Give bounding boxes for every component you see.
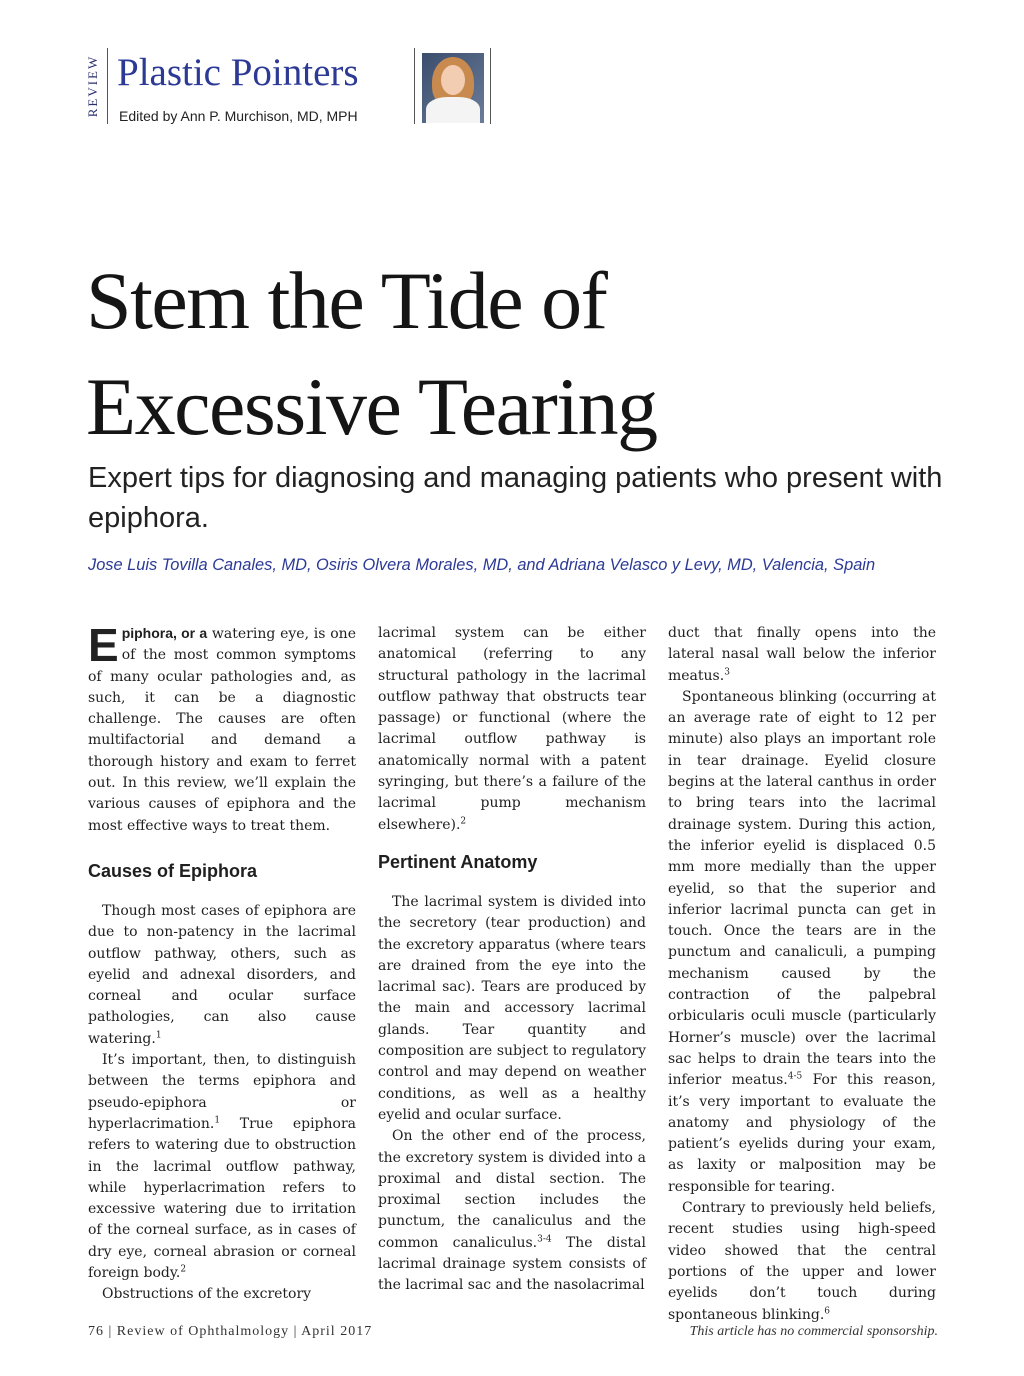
article-deck: Expert tips for diagnosing and managing patients who present with epiphora. bbox=[88, 462, 943, 534]
intro-paragraph: Epiphora, or a watering eye, is one of the most common symptoms of many ocular pathologies and, as such, it can be a diagnostic challenge. The causes are often multifactorial and demand a thorough history and exam to ferret out. In this review, we’ll explain the various causes of epiphora and the most effective ways to treat them. bbox=[88, 619, 356, 834]
editor-photo bbox=[422, 53, 484, 123]
divider bbox=[107, 48, 108, 124]
section-tag: REVIEW bbox=[85, 54, 100, 118]
sponsorship-note: This article has no commercial sponsorship. bbox=[689, 1324, 938, 1339]
article-title: Stem the Tide of Excessive Tearing bbox=[86, 255, 657, 452]
body-paragraph: Contrary to previously held beliefs, recent studies using high-speed video showed that the central portions of the upper and lower eyelids don’t touch during spontaneous blinking.$^6$ bbox=[668, 1200, 936, 1323]
body-column-2 bbox=[378, 623, 646, 1297]
section-heading-causes: Causes of Epiphora bbox=[88, 860, 258, 881]
body-paragraph: It’s important, then, to distinguish between the terms epiphora and pseudo-epiphora or hyperlacrimation.$^1$ True epiphora refers to watering due to obstruction in the lacrimal outflow pathway, while hyperlacrimation refers to excessive watering due to irritation of the corneal surface, as in cases of dry eye, corneal abrasion or corneal foreign body.$^2$ bbox=[88, 1052, 356, 1282]
body-paragraph: Obstructions of the excretory bbox=[102, 1286, 312, 1303]
editor-credit: Edited by Ann P. Murchison, MD, MPH bbox=[119, 108, 358, 124]
column-title: Plastic Pointers bbox=[117, 51, 359, 94]
lead-in: piphora, or a bbox=[121, 625, 208, 641]
body-column-1 bbox=[88, 619, 356, 1306]
section-heading-anatomy: Pertinent Anatomy bbox=[378, 851, 538, 872]
divider bbox=[414, 48, 415, 124]
body-column-3 bbox=[668, 623, 936, 1326]
article-authors: Jose Luis Tovilla Canales, MD, Osiris Olvera Morales, MD, and Adriana Velasco y Levy, MD, Valencia, Spain bbox=[88, 556, 876, 574]
body-paragraph: duct that finally opens into the lateral nasal wall below the inferior meatus.$^3$ bbox=[668, 625, 936, 684]
body-paragraph: Though most cases of epiphora are due to non-patency in the lacrimal outflow pathway, others, such as eyelid and adnexal disorders, and corneal and ocular surface pathologies, can also cause watering.$^1$ bbox=[88, 902, 356, 1047]
body-paragraph: lacrimal system can be either anatomical (referring to any structural pathology in the lacrimal outflow pathway that obstructs tear passage) or functional (where the lacrimal outflow pathway is anatomically normal with a patent syringing, but there’s a failure of the lacrimal pump mechanism elsewhere).$^2$ bbox=[378, 625, 646, 833]
body-paragraph: On the other end of the process, the excretory system is divided into a proximal and distal section. The proximal section includes the punctum, the canaliculus and the common canaliculus.$^{3-4}$ The distal lacrimal drainage system consists of the lacrimal sac and the nasolacrimal bbox=[378, 1128, 646, 1294]
drop-cap: E bbox=[88, 619, 119, 671]
body-paragraph: The lacrimal system is divided into the secretory (tear production) and the excretory apparatus (where tears are drained from the eye into the lacrimal sac). Tears are produced by the main and accessory lacrimal glands. Tear quantity and composition are subject to regulatory control and may depend on weather conditions, as well as a healthy eyelid and ocular surface. bbox=[378, 893, 646, 1123]
divider bbox=[490, 48, 491, 124]
body-paragraph: Spontaneous blinking (occurring at an average rate of eight to 12 per minute) also plays an important role in tear drainage. Eyelid closure begins at the lateral canthus in order to bring tears into the lacrimal drainage system. During this action, the inferior eyelid is displaced 0.5 mm more medially than the upper eyelid, so that the superior and inferior lacrimal puncta can get in touch. Once the tears are in the punctum and canaliculi, a pumping mechanism caused by the contraction of the palpebral orbicularis oculi muscle (particularly Horner’s muscle) over the lacrimal sac helps to drain the tears into the inferior meatus.$^{4-5}$ For this reason, it’s very important to evaluate the anatomy and physiology of the patient’s eyelids during your exam, as laxity or malposition may be responsible for tearing. bbox=[668, 688, 936, 1195]
page-footer-info: 76 | Review of Ophthalmology | April 2017 bbox=[88, 1324, 373, 1339]
